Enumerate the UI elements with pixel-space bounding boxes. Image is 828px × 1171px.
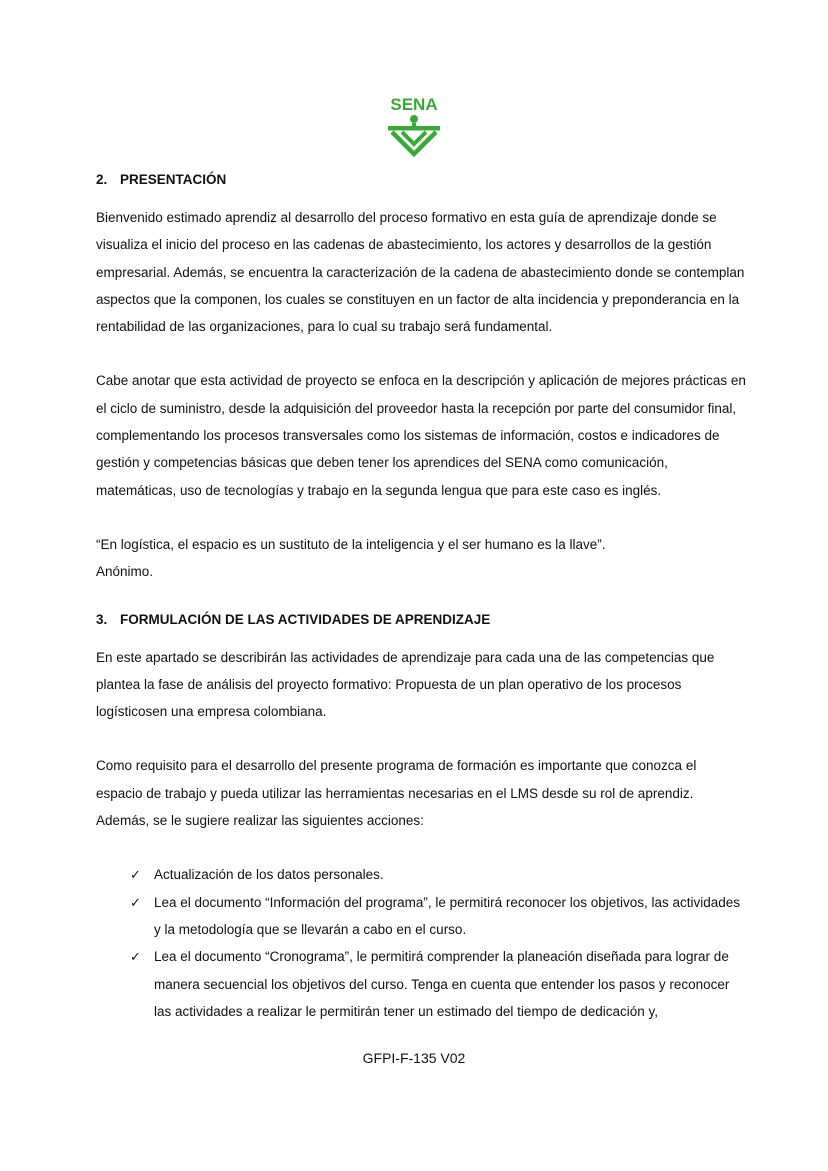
quote: “En logística, el espacio es un sustituto de la inteligencia y el ser humano es la llave”. (96, 536, 606, 552)
paragraph: Cabe anotar que esta actividad de proyecto se enfoca en la descripción y aplicación de mejores prácticas en el ciclo de suministro, desde la adquisición del proveedor hasta la recepción por parte del consumidor final, complementando los procesos transversales como los sistemas de información, costos e indicadores de gestión y competencias básicas que deben tener los aprendices del SENA como comunicación, matemáticas, uso de tecnologías y trabajo en la segunda lengua que para este caso es inglés. (96, 373, 746, 498)
list-item-text: Lea el documento “Información del programa”, le permitirá reconocer los objetivos, las actividades y la metodología que se llevarán a cabo en el curso. (154, 894, 741, 937)
sena-logo (378, 94, 450, 158)
list-item-text: Lea el documento “Cronograma”, le permitirá comprender la planeación diseñada para lograr de manera secuencial los objetivos del curso. Tenga en cuenta que entender los pasos y reconocer las actividades a realizar le permitirán tener un estimado del tiempo de dedicación y, (154, 949, 730, 1019)
sena-logo-text: SENA (390, 95, 438, 114)
checklist (96, 861, 746, 1025)
footer-code: GFPI-F-135 V02 (362, 1050, 466, 1066)
quote-author: Anónimo. (96, 564, 154, 580)
section-heading-formulacion (96, 608, 746, 632)
checkmark-icon: ✓ (130, 949, 141, 965)
checkmark-icon: ✓ (130, 867, 141, 883)
list-item-text: Actualización de los datos personales. (154, 867, 384, 883)
document-content (96, 168, 746, 1025)
list-item (130, 861, 746, 888)
paragraph: Como requisito para el desarrollo del presente programa de formación es importante que conozca el espacio de trabajo y pueda utilizar las herramientas necesarias en el LMS desde su rol de aprendiz. Además, se le sugiere realizar las siguientes acciones: (96, 758, 697, 829)
section-number: 3. (96, 611, 108, 627)
list-item (130, 943, 746, 1025)
section-title: FORMULACIÓN DE LAS ACTIVIDADES DE APRENDIZAJE (120, 611, 491, 627)
section-heading-presentacion (96, 168, 746, 192)
section-number: 2. (96, 172, 108, 187)
list-item (130, 889, 746, 944)
section-title: PRESENTACIÓN (120, 172, 227, 187)
paragraph: En este apartado se describirán las actividades de aprendizaje para cada una de las competencias que plantea la fase de análisis del proyecto formativo: Propuesta de un plan operativo de los procesos logísticosen una empresa colombiana. (96, 649, 715, 720)
paragraph: Bienvenido estimado aprendiz al desarrollo del proceso formativo en esta guía de aprendizaje donde se visualiza el inicio del proceso en las cadenas de abastecimiento, los actores y desarrollos de la gestión empresarial. Además, se encuentra la caracterización de la cadena de abastecimiento donde se contemplan aspectos que la componen, los cuales se constituyen en un factor de alta incidencia y preponderancia en la rentabilidad de las organizaciones, para lo cual su trabajo será fundamental. (96, 210, 745, 335)
checkmark-icon: ✓ (130, 894, 141, 910)
